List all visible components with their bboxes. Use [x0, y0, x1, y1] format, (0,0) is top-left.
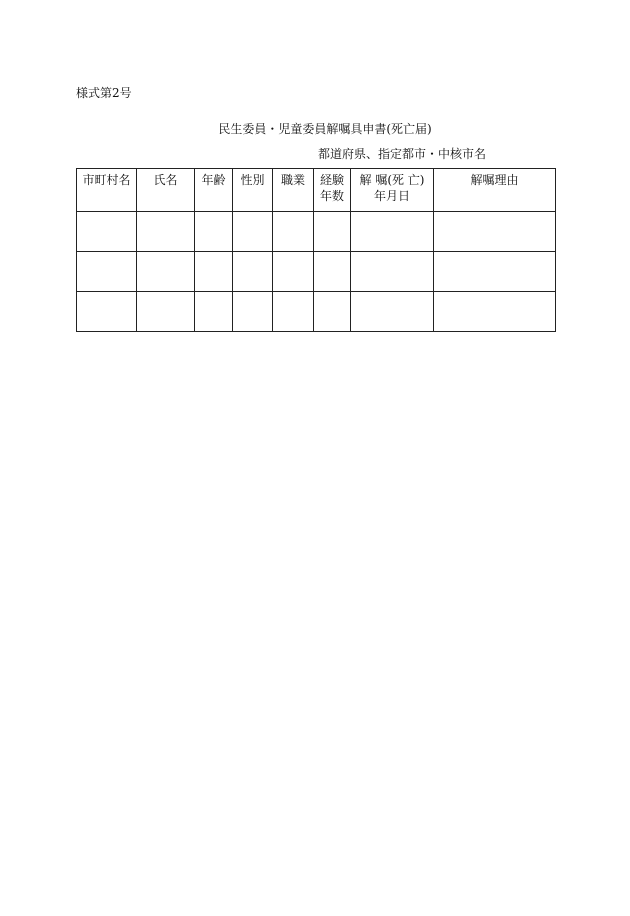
header-label-line2: 年月日 [373, 189, 410, 203]
table-cell [195, 292, 233, 332]
table-cell [314, 212, 351, 252]
header-years-experience [314, 169, 351, 212]
header-dismissal-date [351, 169, 434, 212]
table-cell [273, 292, 314, 332]
table-cell [137, 212, 195, 252]
table-cell [77, 212, 137, 252]
table-cell [233, 212, 273, 252]
header-label: 職業 [280, 173, 305, 187]
table-row [77, 212, 556, 252]
header-label: 年齢 [201, 173, 226, 187]
table-cell [273, 252, 314, 292]
table-cell [233, 292, 273, 332]
table-cell [77, 292, 137, 332]
dismissal-table [76, 168, 556, 332]
table-cell [351, 252, 434, 292]
header-label: 解 嘱(死 亡) [359, 173, 425, 187]
table-cell [77, 252, 137, 292]
table-cell [195, 212, 233, 252]
form-number: 様式第2号 [76, 86, 132, 100]
header-municipality [77, 169, 137, 212]
table-row [77, 292, 556, 332]
table-cell [314, 292, 351, 332]
header-gender [233, 169, 273, 212]
table-header-row [77, 169, 556, 212]
header-label: 経験 [319, 173, 344, 187]
table-cell [434, 292, 556, 332]
table-cell [195, 252, 233, 292]
table-cell [273, 212, 314, 252]
header-age [195, 169, 233, 212]
table-cell [137, 252, 195, 292]
table-cell [233, 252, 273, 292]
table-cell [434, 252, 556, 292]
table-cell [351, 212, 434, 252]
header-label: 性別 [240, 173, 265, 187]
document-title: 民生委員・児童委員解嘱具申書(死亡届) [218, 122, 432, 136]
header-name [137, 169, 195, 212]
submitter-label: 都道府県、指定都市・中核市名 [318, 147, 487, 161]
table-cell [434, 212, 556, 252]
header-label: 市町村名 [82, 173, 131, 187]
header-label: 解嘱理由 [470, 173, 519, 187]
header-occupation [273, 169, 314, 212]
table-cell [351, 292, 434, 332]
table-cell [314, 252, 351, 292]
table-cell [137, 292, 195, 332]
header-dismissal-reason [434, 169, 556, 212]
header-label-line2: 年数 [319, 189, 344, 203]
table-row [77, 252, 556, 292]
header-label: 氏名 [153, 173, 178, 187]
